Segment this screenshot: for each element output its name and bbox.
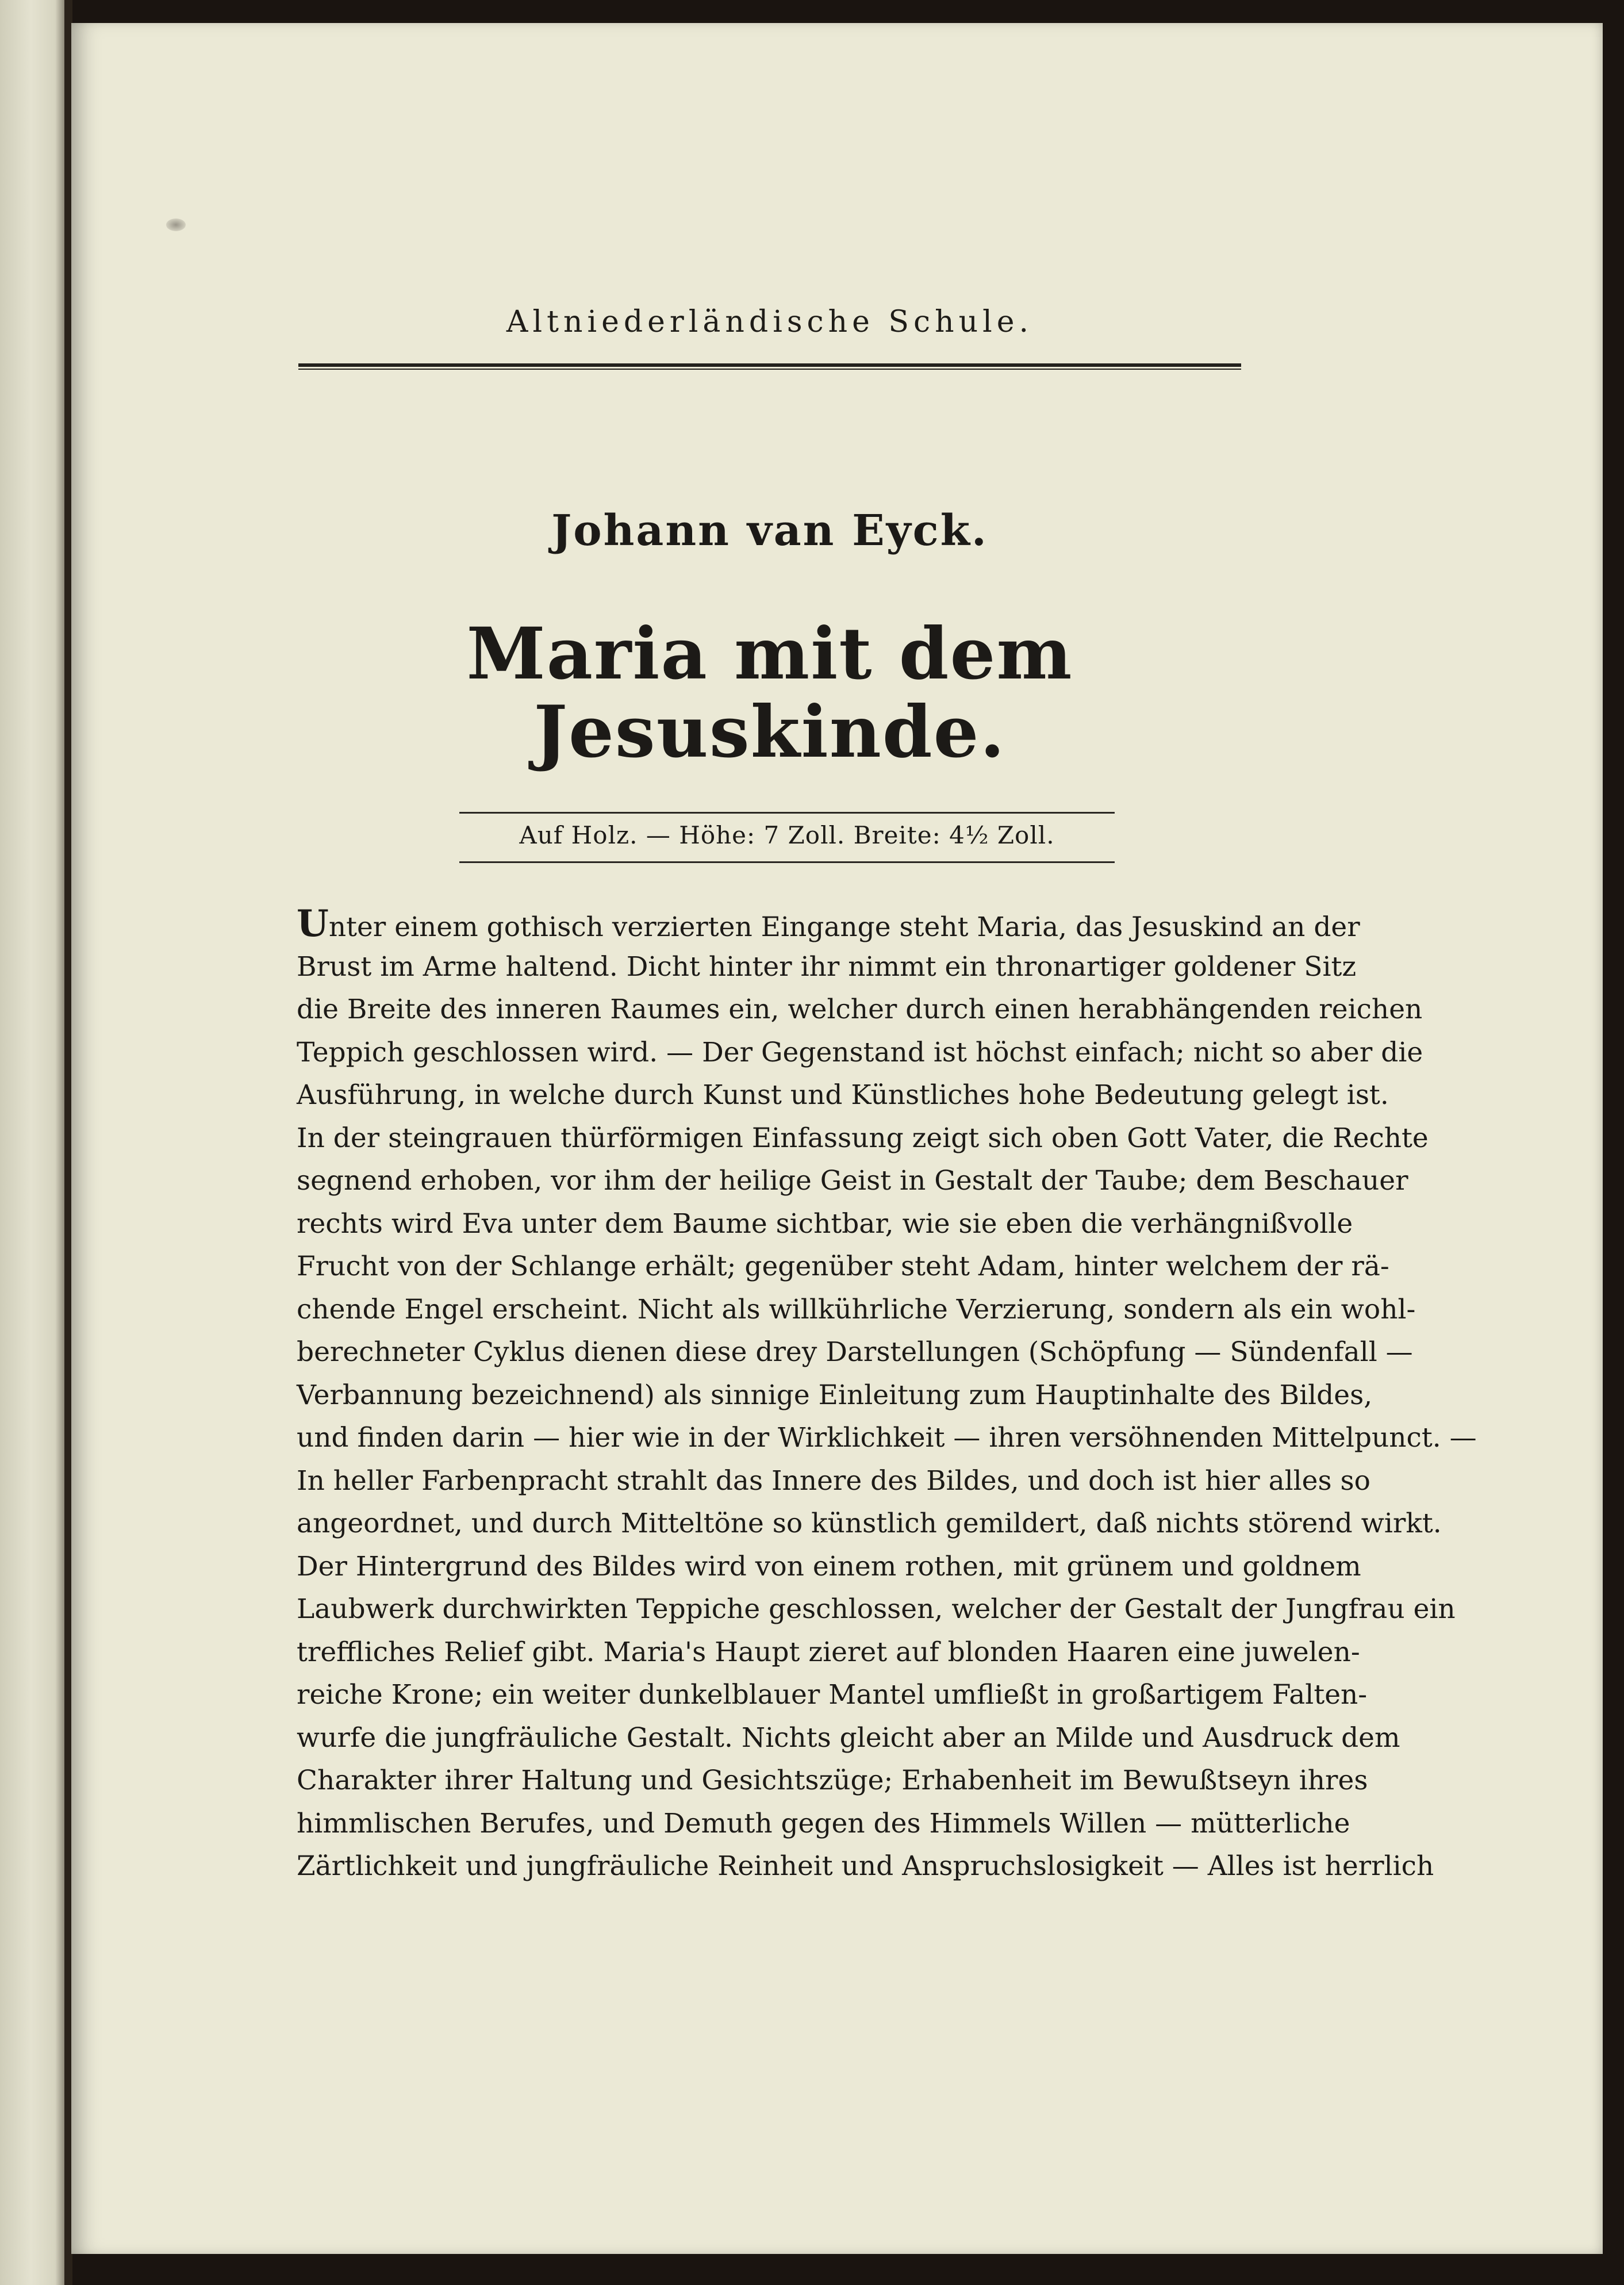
artwork-title: Maria mit dem Jesuskinde. <box>466 612 1073 775</box>
school-header: Altniederländische Schule. <box>506 305 1034 339</box>
text-line: Frucht von der Schlange erhält; gegenüber steht Adam, hinter welchem der rä- <box>297 1251 1389 1282</box>
text-line: Verbannung bezeichnend) als sinnige Einleitung zum Hauptinhalte des Bildes, <box>297 1379 1373 1411</box>
text-line: und finden darin — hier wie in der Wirklichkeit — ihren versöhnenden Mittelpunct. — <box>297 1422 1477 1454</box>
body-text <box>297 902 1477 1888</box>
header-rule <box>298 363 1241 370</box>
text-line: wurfe die jungfräuliche Gestalt. Nichts gleicht aber an Milde und Ausdruck dem <box>297 1722 1400 1754</box>
medium-rule-bottom <box>459 861 1115 863</box>
text-line: Charakter ihrer Haltung und Gesichtszüge; Erhabenheit im Bewußtseyn ihres <box>297 1765 1368 1796</box>
text-line: treffliches Relief gibt. Maria's Haupt zieret auf blonden Haaren eine juwelen- <box>297 1636 1360 1668</box>
paper-stain <box>166 218 186 231</box>
text-line: reiche Krone; ein weiter dunkelblauer Mantel umfließt in großartigem Falten- <box>297 1679 1368 1711</box>
text-line: chende Engel erscheint. Nicht als willkührliche Verzierung, sondern als ein wohl- <box>297 1293 1416 1325</box>
medium-dimensions: Auf Holz. — Höhe: 7 Zoll. Breite: 4½ Zoll. <box>519 821 1055 849</box>
medium-rule-top <box>459 812 1115 814</box>
left-page-edge <box>0 0 69 2285</box>
text-line: rechts wird Eva unter dem Baume sichtbar, wie sie eben die verhängnißvolle <box>297 1207 1353 1240</box>
book-page <box>71 23 1603 2254</box>
text-line: berechneter Cyklus dienen diese drey Darstellungen (Schöpfung — Sündenfall — <box>297 1336 1413 1368</box>
artist-name: Johann van Eyck. <box>551 506 988 555</box>
text-line: angeordnet, und durch Mitteltöne so künstlich gemildert, daß nichts störend wirkt. <box>297 1508 1442 1539</box>
text-line: segnend erhoben, vor ihm der heilige Geist in Gestalt der Taube; dem Beschauer <box>297 1165 1408 1197</box>
text-line: In der steingrauen thürförmigen Einfassung zeigt sich oben Gott Vater, die Rechte <box>297 1122 1429 1154</box>
text-line: Unter einem gothisch verzierten Eingange steht Maria, das Jesuskind an der <box>297 902 1360 945</box>
text-line: die Breite des inneren Raumes ein, welcher durch einen herabhängenden reichen <box>297 994 1423 1025</box>
text-line: Zärtlichkeit und jungfräuliche Reinheit und Anspruchslosigkeit — Alles ist herrlich <box>297 1850 1434 1882</box>
text-line: himmlischen Berufes, und Demuth gegen des Himmels Willen — mütterliche <box>297 1807 1350 1839</box>
text-line: Brust im Arme haltend. Dicht hinter ihr nimmt ein thronartiger goldener Sitz <box>297 950 1357 983</box>
text-line: Ausführung, in welche durch Kunst und Künstliches hohe Bedeutung gelegt ist. <box>297 1079 1389 1111</box>
text-line: In heller Farbenpracht strahlt das Innere des Bildes, und doch ist hier alles so <box>297 1464 1370 1497</box>
text-line: Teppich geschlossen wird. — Der Gegenstand ist höchst einfach; nicht so aber die <box>297 1036 1423 1068</box>
text-line: Laubwerk durchwirkten Teppiche geschlossen, welcher der Gestalt der Jungfrau ein <box>297 1593 1456 1625</box>
text-line: Der Hintergrund des Bildes wird von einem rothen, mit grünem und goldnem <box>297 1550 1361 1582</box>
